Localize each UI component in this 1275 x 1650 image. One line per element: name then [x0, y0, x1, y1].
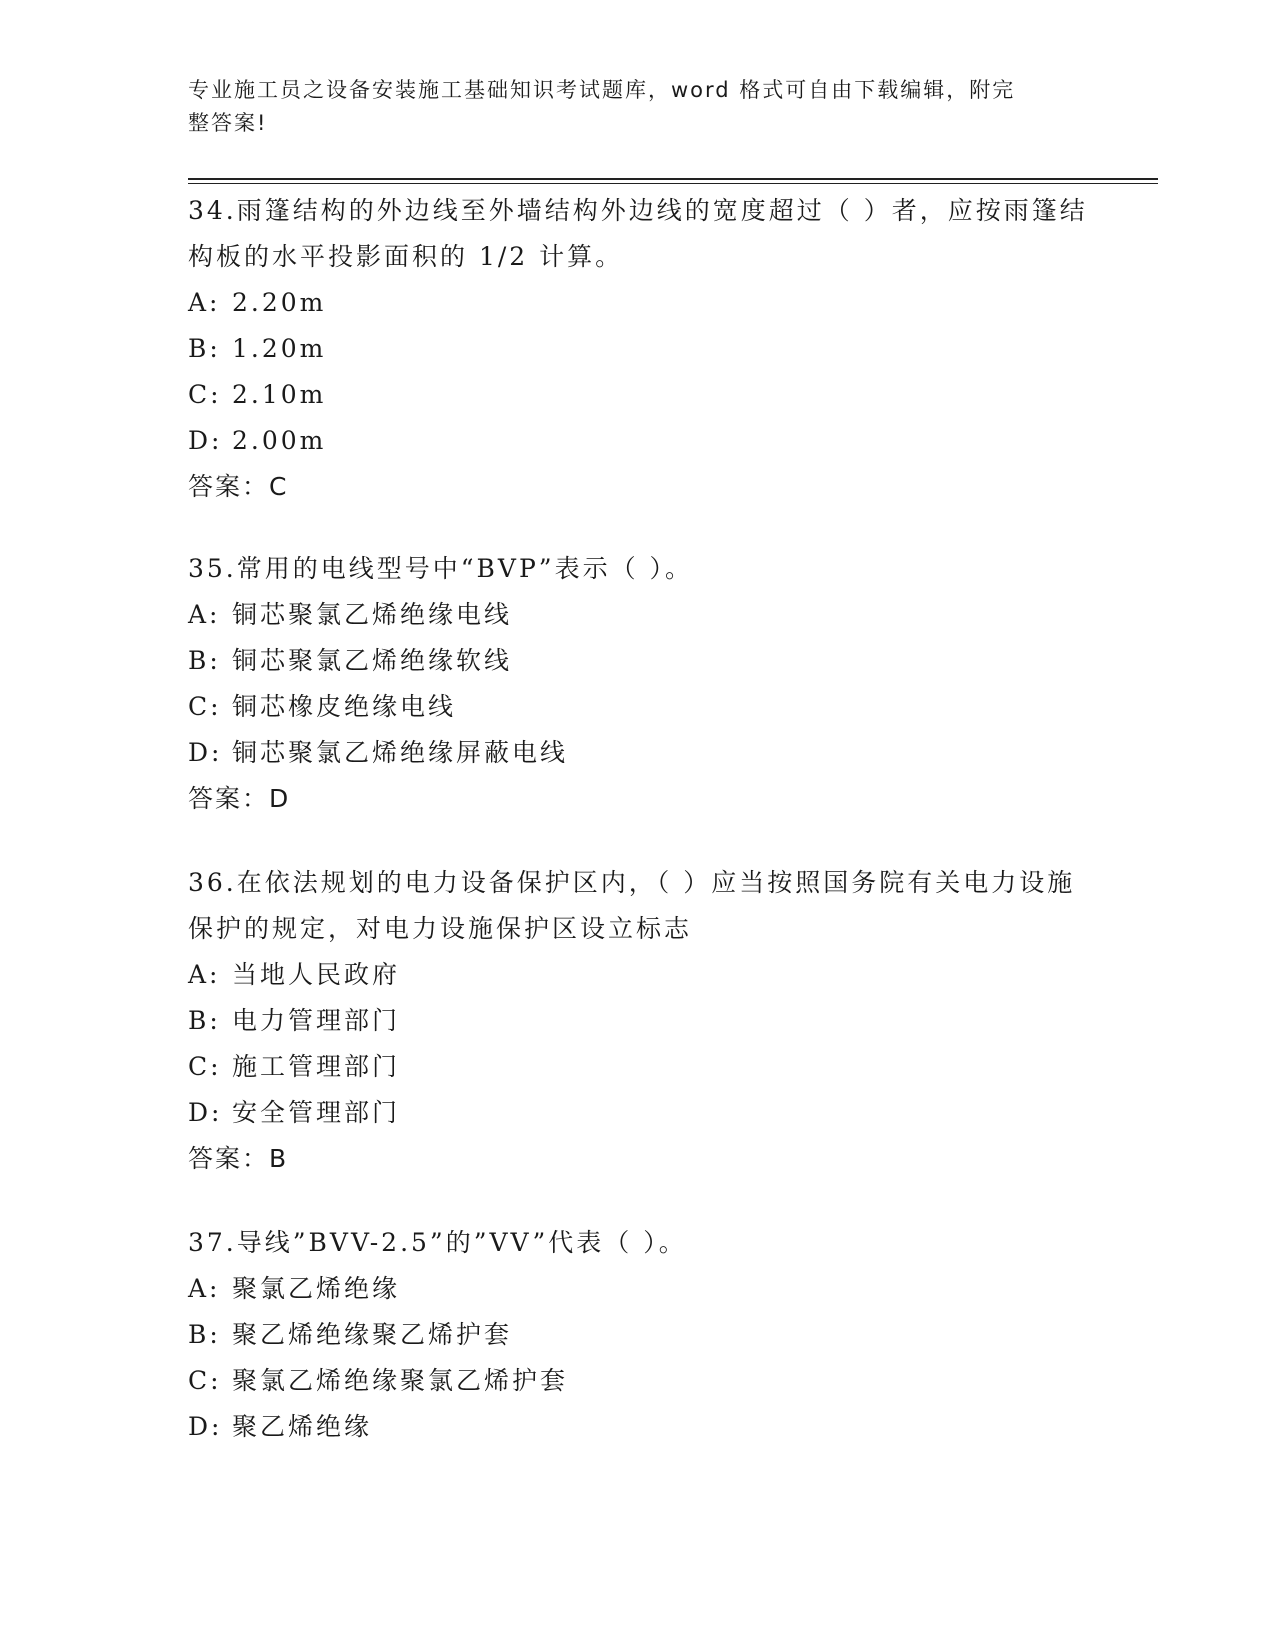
option-b	[188, 998, 1088, 1044]
option-letter: D:	[188, 1098, 223, 1127]
option-letter: A:	[188, 1274, 221, 1303]
option-text: 施工管理部门	[232, 1052, 401, 1081]
header-line-1: 专业施工员之设备安装施工基础知识考试题库，word 格式可自由下载编辑，附完	[188, 78, 1016, 102]
option-a	[188, 1266, 1088, 1312]
document-header	[188, 74, 1088, 140]
option-text: 当地人民政府	[232, 960, 401, 989]
option-text: 聚乙烯绝缘聚乙烯护套	[232, 1320, 513, 1349]
option-b	[188, 1312, 1088, 1358]
option-text: 铜芯橡皮绝缘电线	[232, 692, 457, 721]
option-text: 铜芯聚氯乙烯绝缘屏蔽电线	[232, 738, 569, 767]
option-d	[188, 730, 1088, 776]
option-d	[188, 418, 1088, 464]
answer-line: 答案：B	[188, 1144, 289, 1173]
option-c	[188, 372, 1088, 418]
option-letter: A:	[188, 960, 221, 989]
option-text: 2.10m	[232, 380, 327, 409]
option-letter: B:	[188, 1006, 221, 1035]
option-letter: C:	[188, 1052, 222, 1081]
option-letter: B:	[188, 1320, 221, 1349]
header-divider-thick	[188, 178, 1158, 180]
option-letter: B:	[188, 334, 221, 363]
option-a	[188, 280, 1088, 326]
option-letter: B:	[188, 646, 221, 675]
option-text: 1.20m	[232, 334, 327, 363]
question-37	[188, 1220, 1088, 1450]
option-text: 安全管理部门	[232, 1098, 401, 1127]
question-34	[188, 188, 1088, 510]
header-line-2: 整答案!	[188, 111, 268, 135]
option-text: 铜芯聚氯乙烯绝缘电线	[232, 600, 513, 629]
option-b	[188, 326, 1088, 372]
question-text: 35.常用的电线型号中“BVP”表示（ ）。	[188, 554, 694, 583]
option-letter: A:	[188, 600, 221, 629]
header-divider-thin	[188, 183, 1158, 184]
option-letter: D:	[188, 426, 223, 455]
option-a	[188, 952, 1088, 998]
question-text: 37.导线”BVV-2.5”的”VV”代表（ ）。	[188, 1228, 687, 1257]
option-text: 聚氯乙烯绝缘聚氯乙烯护套	[232, 1366, 569, 1395]
question-text: 36.在依法规划的电力设备保护区内，（ ）应当按照国务院有关电力设施保护的规定，对电力设施保护区设立标志	[188, 868, 1076, 943]
answer-line: 答案：D	[188, 784, 291, 813]
option-text: 聚乙烯绝缘	[232, 1412, 373, 1441]
option-letter: A:	[188, 288, 221, 317]
option-d	[188, 1404, 1088, 1450]
option-b	[188, 638, 1088, 684]
answer-line: 答案：C	[188, 472, 289, 501]
option-text: 2.00m	[232, 426, 327, 455]
option-letter: D:	[188, 738, 223, 767]
option-c	[188, 1358, 1088, 1404]
question-35	[188, 546, 1088, 822]
option-d	[188, 1090, 1088, 1136]
option-letter: C:	[188, 1366, 222, 1395]
option-letter: D:	[188, 1412, 223, 1441]
option-text: 电力管理部门	[232, 1006, 401, 1035]
question-text: 34.雨篷结构的外边线至外墙结构外边线的宽度超过（ ）者，应按雨篷结构板的水平投影面积的 1/2 计算。	[188, 196, 1088, 271]
question-36	[188, 860, 1088, 1182]
option-text: 铜芯聚氯乙烯绝缘软线	[232, 646, 513, 675]
option-text: 聚氯乙烯绝缘	[232, 1274, 401, 1303]
option-a	[188, 592, 1088, 638]
option-letter: C:	[188, 692, 222, 721]
option-c	[188, 1044, 1088, 1090]
option-text: 2.20m	[232, 288, 327, 317]
option-c	[188, 684, 1088, 730]
option-letter: C:	[188, 380, 222, 409]
